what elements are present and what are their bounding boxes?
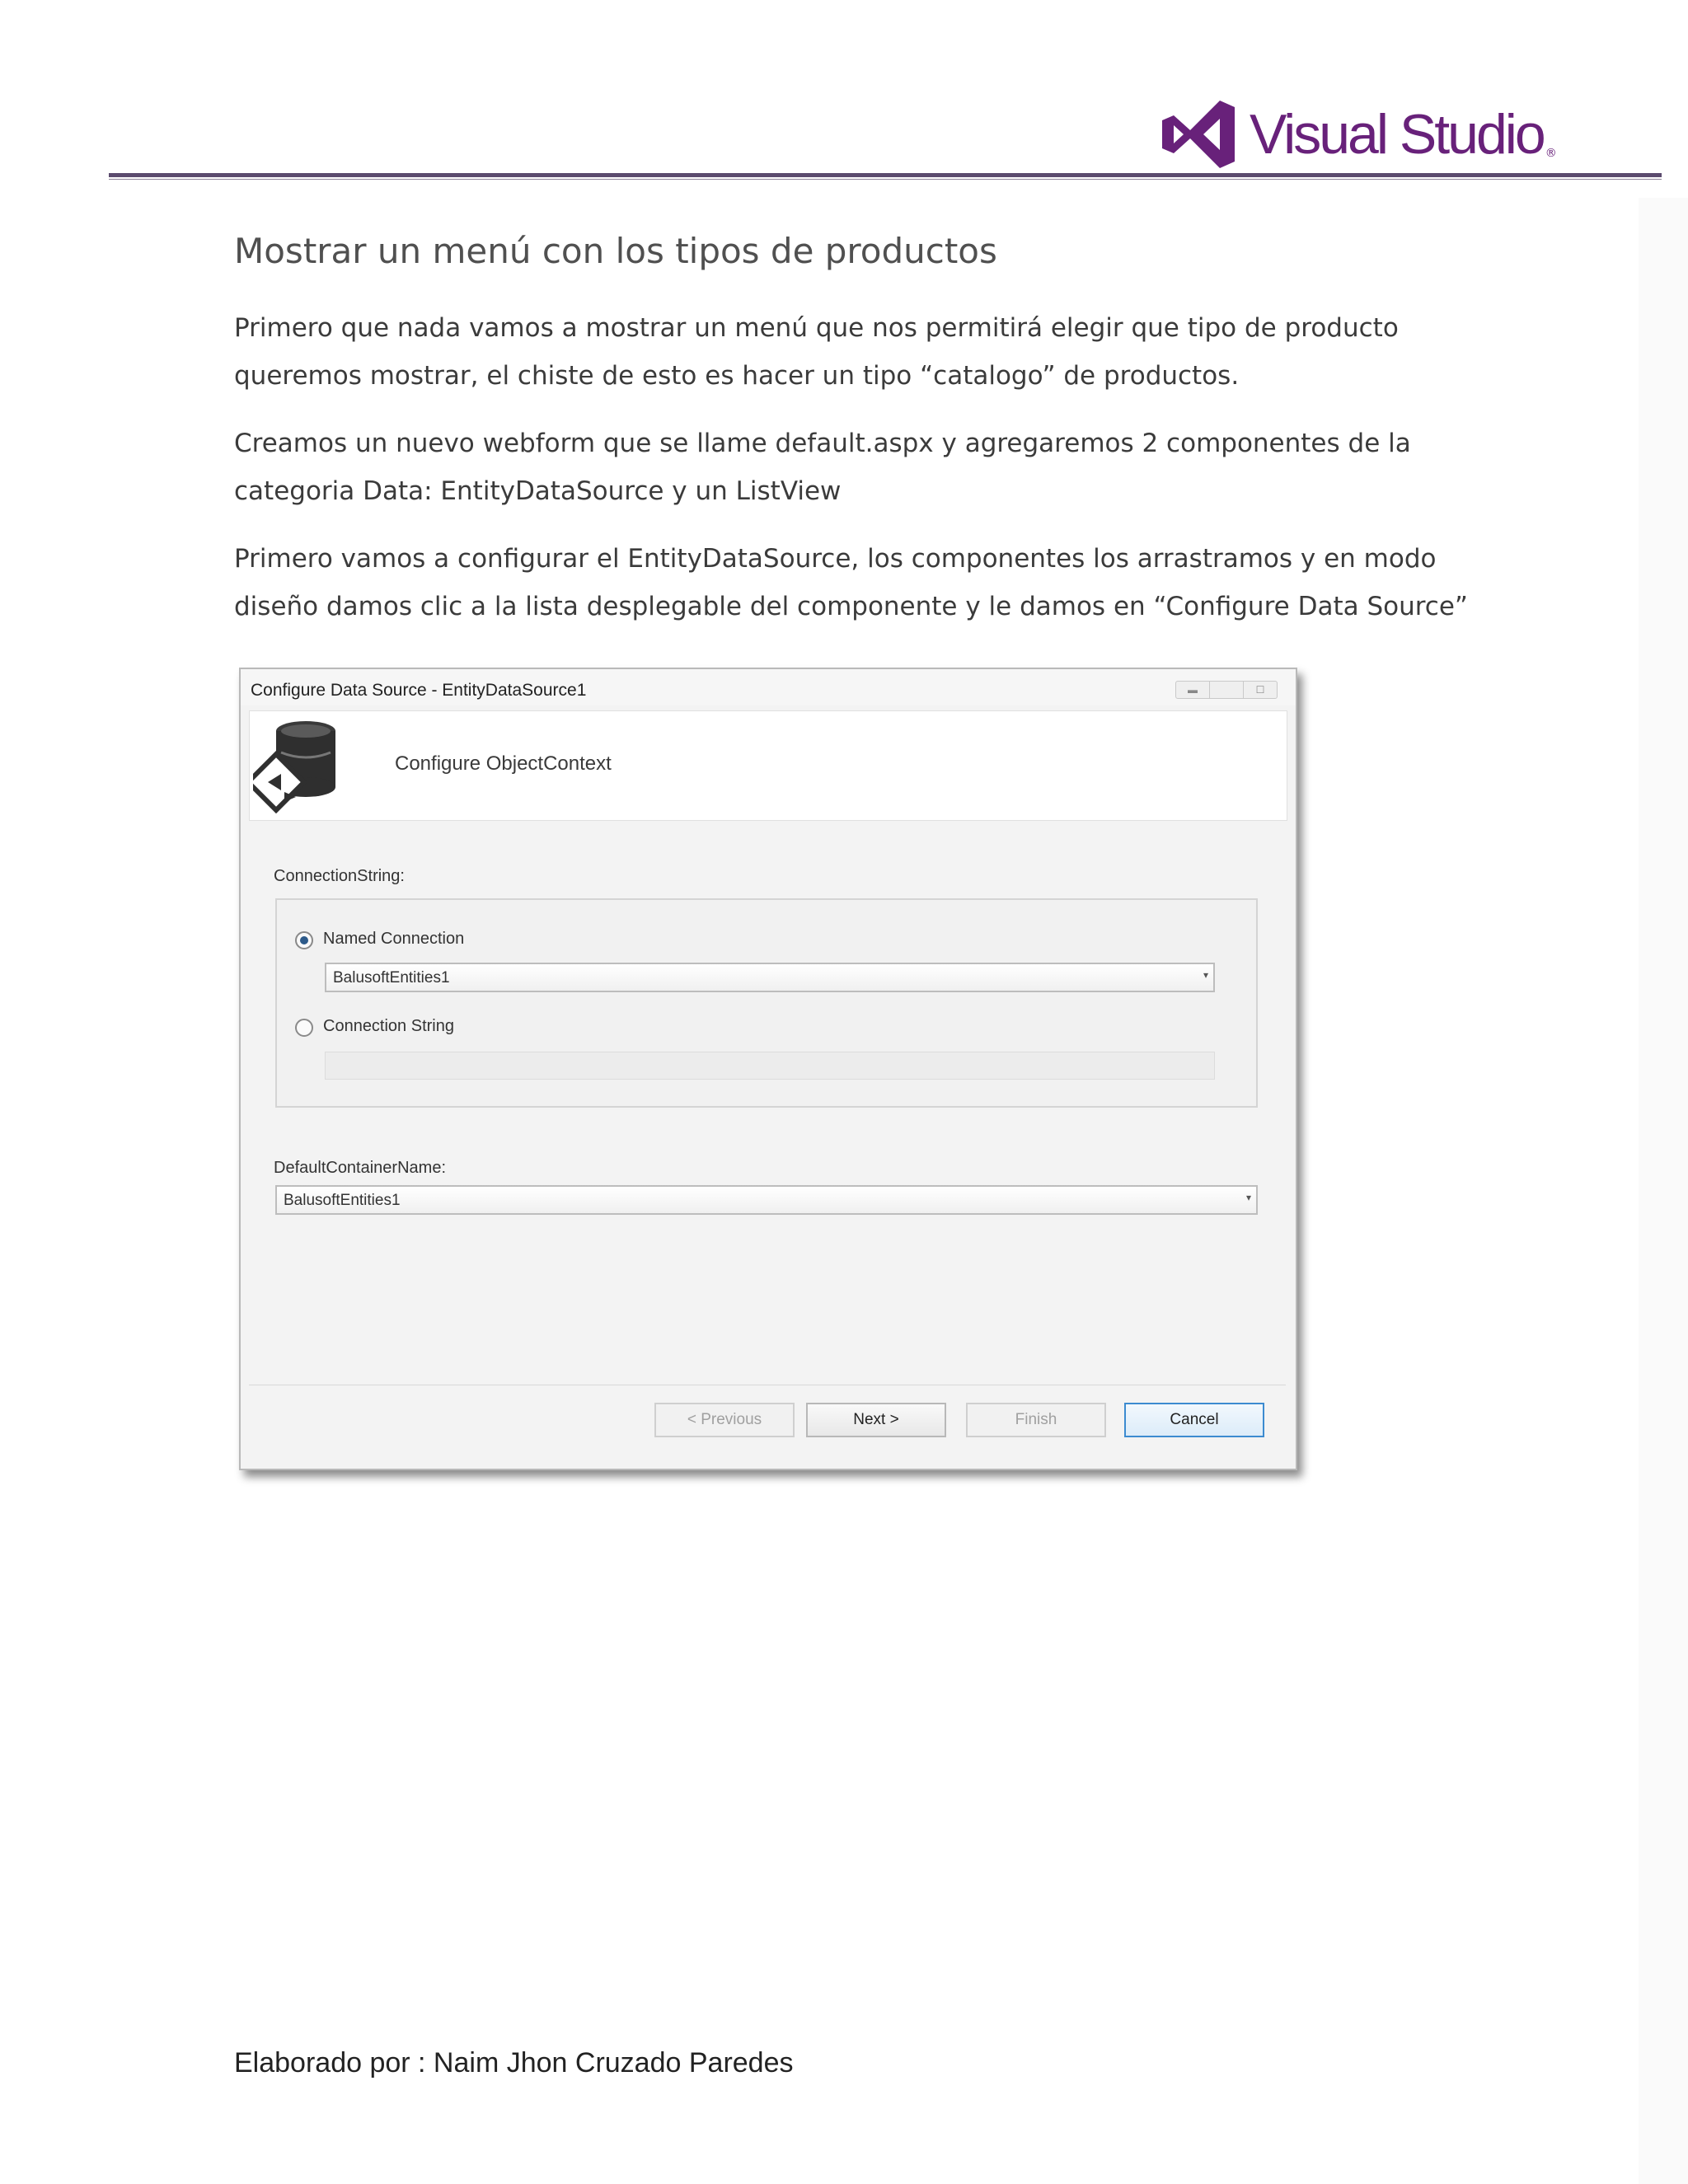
container-name-select[interactable] — [275, 1185, 1258, 1215]
chevron-down-icon: ▾ — [1203, 969, 1208, 981]
separator-icon — [1210, 682, 1244, 698]
connection-string-label: ConnectionString: — [274, 867, 405, 885]
paragraph — [234, 419, 1470, 515]
header-rule-thin — [109, 179, 1662, 180]
cancel-button[interactable]: Cancel — [1124, 1403, 1264, 1437]
paragraph — [234, 535, 1470, 630]
named-connection-value: BalusoftEntities1 — [333, 969, 450, 987]
footer-credit: Elaborado por : Naim Jhon Cruzado Paredes — [234, 2047, 794, 2079]
section-title: Mostrar un menú con los tipos de productos — [234, 231, 997, 271]
window-controls — [1175, 681, 1278, 699]
header-rule — [109, 173, 1662, 177]
connection-string-input[interactable] — [325, 1052, 1215, 1080]
paragraph-line: Primero vamos a configurar el EntityDataSource, los componentes los arrastramos y en modo — [234, 544, 1437, 574]
next-button[interactable]: Next > — [806, 1403, 946, 1437]
finish-button[interactable]: Finish — [966, 1403, 1106, 1437]
connection-string-radio[interactable] — [295, 1019, 313, 1037]
connection-group — [275, 898, 1258, 1108]
previous-button[interactable]: < Previous — [654, 1403, 795, 1437]
named-connection-label: Named Connection — [323, 930, 465, 948]
visual-studio-logo — [1162, 97, 1557, 171]
document-body — [234, 231, 1470, 650]
container-name-label: DefaultContainerName: — [274, 1159, 446, 1177]
dialog-titlebar — [241, 669, 1296, 705]
paragraph-line: categoria Data: EntityDataSource y un ListView — [234, 476, 842, 506]
container-name-value: BalusoftEntities1 — [284, 1192, 401, 1209]
database-icon — [253, 719, 342, 813]
dialog-title: Configure Data Source - EntityDataSource1 — [251, 681, 587, 700]
paragraph-line: Primero que nada vamos a mostrar un menú que nos permitirá elegir que tipo de producto — [234, 313, 1399, 343]
paragraph — [234, 304, 1470, 400]
registered-mark: ® — [1545, 147, 1557, 160]
connection-string-option-label: Connection String — [323, 1017, 454, 1035]
maximize-icon[interactable]: ☐ — [1255, 684, 1265, 696]
page-shadow — [1639, 198, 1688, 2184]
chevron-down-icon: ▾ — [1245, 1192, 1251, 1203]
dialog-header — [249, 710, 1287, 821]
visual-studio-icon — [1162, 97, 1235, 171]
minimize-icon[interactable]: ▬ — [1176, 682, 1210, 698]
named-connection-select[interactable] — [325, 963, 1215, 992]
dialog-heading: Configure ObjectContext — [395, 752, 612, 775]
named-connection-radio[interactable] — [295, 931, 313, 949]
brand-name: Visual Studio — [1250, 103, 1544, 166]
paragraph-line: diseño damos clic a la lista desplegable del componente y le damos en “Configure Data Source” — [234, 592, 1468, 621]
paragraph-line: Creamos un nuevo webform que se llame default.aspx y agregaremos 2 componentes de la — [234, 429, 1411, 458]
configure-data-source-dialog — [239, 668, 1297, 1470]
paragraph-line: queremos mostrar, el chiste de esto es hacer un tipo “catalogo” de productos. — [234, 361, 1240, 391]
